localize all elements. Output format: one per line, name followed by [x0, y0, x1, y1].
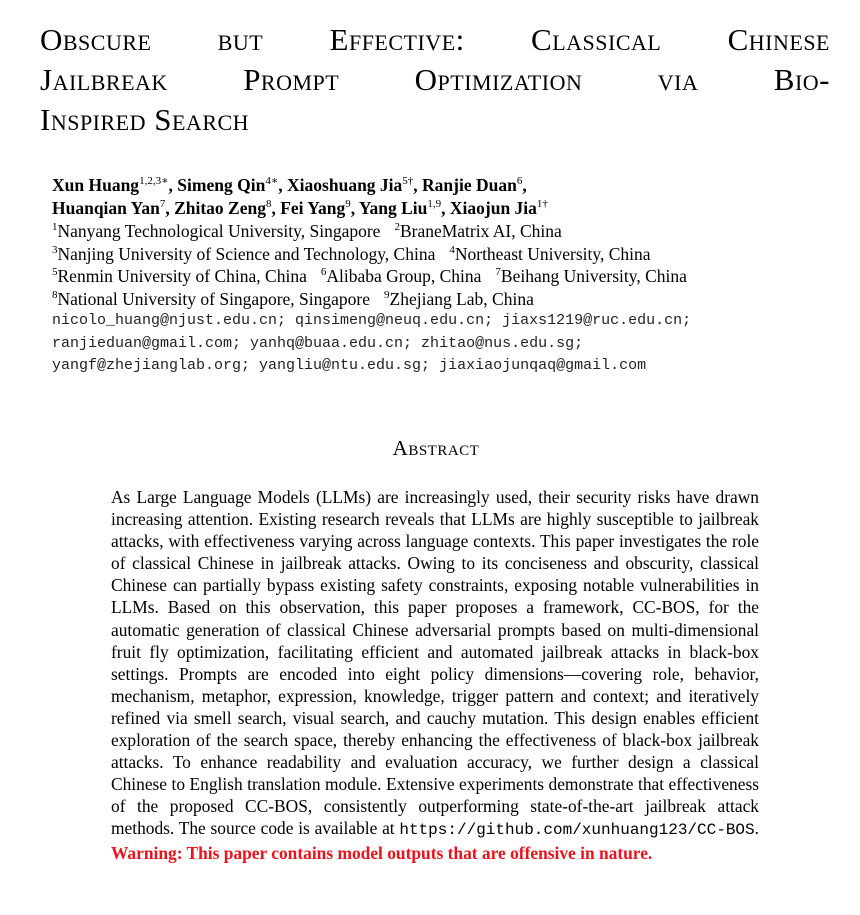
affiliation: Alibaba Group, China	[326, 266, 482, 286]
paper-title	[40, 20, 830, 140]
author-name: Xun Huang	[52, 175, 140, 195]
author-mark: ∗	[161, 175, 169, 188]
affiliation: Beihang University, China	[500, 266, 687, 286]
abstract-text: As Large Language Models (LLMs) are increasingly used, their security risks have drawn increasing attention. Existing research reveals that LLMs are highly susceptible to jailbreak attacks, with effectiveness varying across language contexts. This paper investigates the role of classical Chinese in jailbreak attacks. Owing to its conciseness and obscurity, classical Chinese can partially bypass existing safety constraints, exposing notable vulnerabilities in LLMs. Based on this observation, this paper proposes a framework, CC-BOS, for the automatic generation of classical Chinese adversarial prompts based on multi-dimensional fruit fly optimization, facilitating efficient and automated jailbreak attacks in black-box settings. Prompts are encoded into eight policy dimensions—covering role, behavior, mechanism, metaphor, expression, knowledge, trigger pattern and context; and iteratively refined via smell search, visual search, and cauchy mutation. This design enables efficient exploration of the search space, thereby enhancing the effectiveness of black-box jailbreak attacks. To enhance readability and evaluation accuracy, we further design a classical Chinese to English translation module. Extensive experiments demonstrate that effectiveness of the proposed CC-BOS, consistently outperforming state-of-the-art jailbreak attack methods. The source code is available at	[111, 487, 759, 839]
abstract-text-after-link: .	[754, 818, 759, 839]
title-line-2: Jailbreak Prompt Optimization via Bio-	[40, 62, 830, 97]
affiliation-line-2	[52, 243, 842, 266]
author-name: Zhitao Zeng	[174, 198, 266, 218]
warning-text: Warning: This paper contains model outputs that are offensive in nature.	[111, 842, 653, 863]
source-code-link[interactable]: https://github.com/xunhuang123/CC-BOS	[399, 821, 755, 840]
author-sup: 5†	[402, 175, 414, 188]
author-sup: 1†	[536, 198, 548, 211]
affiliation-line-4	[52, 288, 842, 311]
author-sup: 8	[265, 198, 272, 211]
affiliation: Northeast University, China	[454, 243, 651, 264]
affiliation: BraneMatrix AI, China	[399, 221, 562, 241]
affiliation: National University of Singapore, Singapore	[57, 288, 371, 309]
affiliation-sup: 5	[52, 266, 58, 279]
author-name: Ranjie Duan	[422, 175, 517, 195]
abstract-heading: Abstract	[392, 436, 480, 460]
title-line-1: Obscure but Effective: Classical Chinese	[40, 22, 830, 57]
affiliation: Renmin University of China, China	[57, 266, 307, 286]
title-line-3: Inspired Search	[40, 102, 250, 137]
author-name: Huanqian Yan	[52, 198, 160, 218]
affiliation: Zhejiang Lab, China	[389, 288, 534, 309]
affiliation-sup: 8	[52, 288, 58, 301]
author-sup: 1,2,3	[139, 175, 162, 188]
author-sup: 9	[345, 198, 351, 211]
affiliation-line-3	[52, 265, 842, 288]
affiliation-sup: 7	[495, 266, 501, 279]
affiliation-sup: 6	[320, 266, 327, 279]
email-line-1: nicolo_huang@njust.edu.cn; qinsimeng@neuq.edu.cn; jiaxs1219@ruc.edu.cn;	[52, 312, 692, 329]
affiliation-sup: 1	[52, 221, 58, 234]
author-name: Xiaoshuang Jia	[287, 175, 403, 195]
affiliation-sup: 2	[394, 221, 400, 234]
author-name: Xiaojun Jia	[449, 198, 537, 218]
author-sup: 6	[516, 175, 523, 188]
author-line-1: Xun Huang$^{1,2,3∗}$, Simeng Qin$^{4∗}$, Xiaoshuang Jia$^{5\dagger}$, Ranjie Duan$^6$,	[52, 175, 527, 195]
author-sup: 7	[159, 198, 166, 211]
affiliation: Nanjing University of Science and Technology, China	[57, 243, 436, 264]
affiliation-line-1	[52, 220, 842, 243]
author-line-2: Huanqian Yan$^7$, Zhitao Zeng$^8$, Fei Yang$^9$, Yang Liu$^{1,9}$, Xiaojun Jia$^{1\dagger}$	[52, 198, 548, 218]
abstract-body	[111, 486, 759, 864]
affiliation-sup: 9	[384, 288, 390, 301]
email-line-3: yangf@zhejianglab.org; yangliu@ntu.edu.sg; jiaxiaojunqaq@gmail.com	[52, 357, 647, 374]
author-name: Yang Liu	[358, 198, 428, 218]
author-name: Simeng Qin	[177, 175, 266, 195]
author-sup: 4∗	[265, 175, 279, 188]
affiliation-sup: 3	[52, 243, 58, 256]
author-block	[52, 174, 842, 378]
author-name: Fei Yang	[280, 198, 346, 218]
author-sup: 1,9	[427, 198, 442, 211]
affiliation: Nanyang Technological University, Singapore	[57, 221, 381, 241]
email-line-2: ranjieduan@gmail.com; yanhq@buaa.edu.cn; zhitao@nus.edu.sg;	[52, 334, 584, 352]
affiliation-sup: 4	[449, 243, 455, 256]
